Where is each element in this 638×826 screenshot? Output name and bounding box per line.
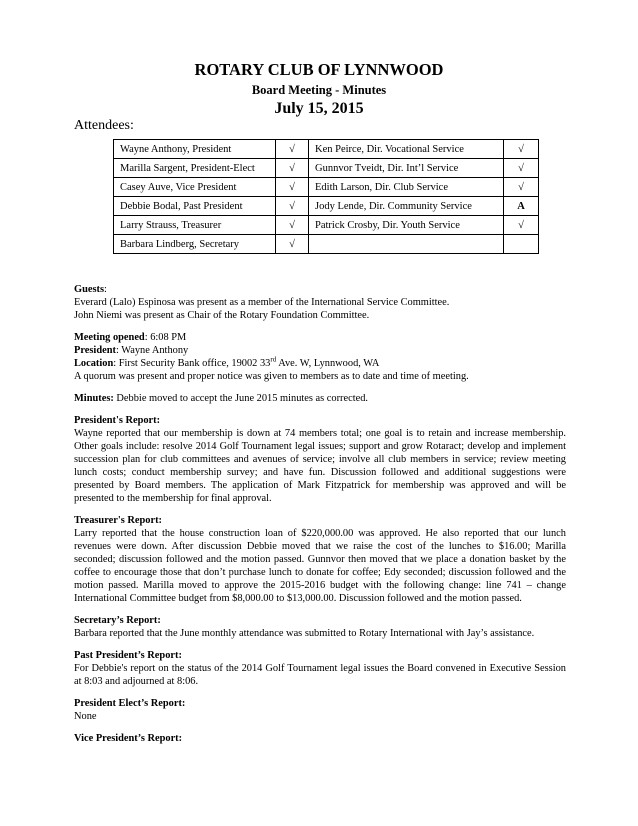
attendee-name: Marilla Sargent, President-Elect <box>114 159 276 178</box>
section-text: None <box>74 711 97 722</box>
attendance-mark: √ <box>276 235 309 254</box>
attendees-table <box>113 139 539 254</box>
meeting-date: July 15, 2015 <box>274 100 364 117</box>
guests-section: Guests: Everard (Lalo) Espinosa was present as a member of the International Service Committee. John Niemi was present as Chair of the Rotary Foundation Committee. <box>74 284 450 321</box>
attendees-label: Attendees: <box>74 118 134 133</box>
attendance-mark <box>504 235 539 254</box>
guest-line: Everard (Lalo) Espinosa was present as a member of the International Service Committee. <box>74 297 450 308</box>
meeting-info-section <box>74 331 566 383</box>
section-heading: Past President’s Report: <box>74 650 182 661</box>
table-row <box>114 140 539 159</box>
document-title: ROTARY CLUB OF LYNNWOOD <box>194 60 444 79</box>
field-value: Ave. W, Lynnwood, WA <box>276 358 380 369</box>
field-label: President <box>74 345 116 356</box>
section-text: Wayne reported that our membership is down at 74 members total; one goal is to retain and increase membership. Other goals include: resolve 2014 Golf Tournament legal issues; support and grow Rotaract; develop and implement succession plan for club committees and avenues of service; involve all club members in service; review meeting lunch costs; conduct membership survey; and have fun. Discussion followed and additional suggestions were presented by Board members. The application of Mark Fitzpatrick for membership was approved and will be presented to the membership for final approval. <box>74 428 566 504</box>
attendee-name: Ken Peirce, Dir. Vocational Service <box>309 140 504 159</box>
table-row <box>114 159 539 178</box>
president-elects-report-section <box>74 697 566 723</box>
attendance-mark: √ <box>276 159 309 178</box>
table-row <box>114 197 539 216</box>
attendee-name: Debbie Bodal, Past President <box>114 197 276 216</box>
quorum-note: A quorum was present and proper notice was given to members as to date and time of meeting. <box>74 371 469 382</box>
guest-line: John Niemi was present as Chair of the Rotary Foundation Committee. <box>74 310 370 321</box>
attendee-name: Casey Auve, Vice President <box>114 178 276 197</box>
document-subtitle: Board Meeting - Minutes <box>251 83 387 97</box>
presidents-report-section <box>74 414 566 505</box>
attendee-name: Patrick Crosby, Dir. Youth Service <box>309 216 504 235</box>
section-text: Barbara reported that the June monthly attendance was submitted to Rotary International with Jay’s assistance. <box>74 628 535 639</box>
field-label: Meeting opened <box>74 332 145 343</box>
attendance-mark: √ <box>276 197 309 216</box>
field-value: : First Security Bank office, 19002 33 <box>113 358 271 369</box>
attendee-name: Wayne Anthony, President <box>114 140 276 159</box>
section-text: Larry reported that the house construction loan of $220,000.00 was approved. He also reported that our lunch revenues were down. After discussion Debbie moved that we raise the cost of the lunches to $16.00; Marilla seconded; discussion followed and the motion passed. Gunnvor then moved that we place a donation basket by the coffee to encourage those that don’t purchase lunch to donate for coffee; Edy seconded; discussion followed and the motion passed. Marilla moved to approve the 2015-2016 budget with the following change: line 741 – change International Committee budget from $8,000.00 to $13,000.00. Discussion followed and the motion passed. <box>74 528 566 604</box>
section-text: Debbie moved to accept the June 2015 minutes as corrected. <box>113 393 369 404</box>
section-heading: Minutes: <box>74 393 114 404</box>
attendee-name <box>309 235 504 254</box>
attendance-mark: √ <box>276 140 309 159</box>
field-value: : Wayne Anthony <box>115 345 189 356</box>
past-presidents-report-section <box>74 649 566 688</box>
table-row <box>114 178 539 197</box>
ordinal-suffix: rd <box>270 355 277 364</box>
table-row <box>114 216 539 235</box>
table-row <box>114 235 539 254</box>
attendee-name: Barbara Lindberg, Secretary <box>114 235 276 254</box>
section-heading: Secretary’s Report: <box>74 615 161 626</box>
minutes-section <box>74 392 566 405</box>
section-heading: President's Report: <box>74 415 161 426</box>
section-heading: Vice President’s Report: <box>74 733 183 744</box>
section-heading: Guests <box>74 284 105 295</box>
attendee-name: Jody Lende, Dir. Community Service <box>309 197 504 216</box>
attendee-name: Larry Strauss, Treasurer <box>114 216 276 235</box>
attendance-mark: √ <box>504 140 539 159</box>
secretarys-report-section <box>74 614 566 640</box>
field-value: : 6:08 PM <box>144 332 187 343</box>
attendance-mark: A <box>504 197 539 216</box>
field-label: Location <box>74 358 114 369</box>
attendance-mark: √ <box>504 216 539 235</box>
attendance-mark: √ <box>276 216 309 235</box>
section-text: For Debbie's report on the status of the 2014 Golf Tournament legal issues the Board convened in Executive Session at 8:03 and adjourned at 8:06. <box>74 663 566 687</box>
attendance-mark: √ <box>504 178 539 197</box>
treasurers-report-section <box>74 514 566 605</box>
attendee-name: Gunnvor Tveidt, Dir. Int’l Service <box>309 159 504 178</box>
attendee-name: Edith Larson, Dir. Club Service <box>309 178 504 197</box>
attendance-mark: √ <box>504 159 539 178</box>
attendance-mark: √ <box>276 178 309 197</box>
vice-presidents-report-section <box>74 732 566 745</box>
minutes-body <box>74 283 566 754</box>
section-heading: President Elect’s Report: <box>74 698 186 709</box>
section-heading: Treasurer's Report: <box>74 515 163 526</box>
